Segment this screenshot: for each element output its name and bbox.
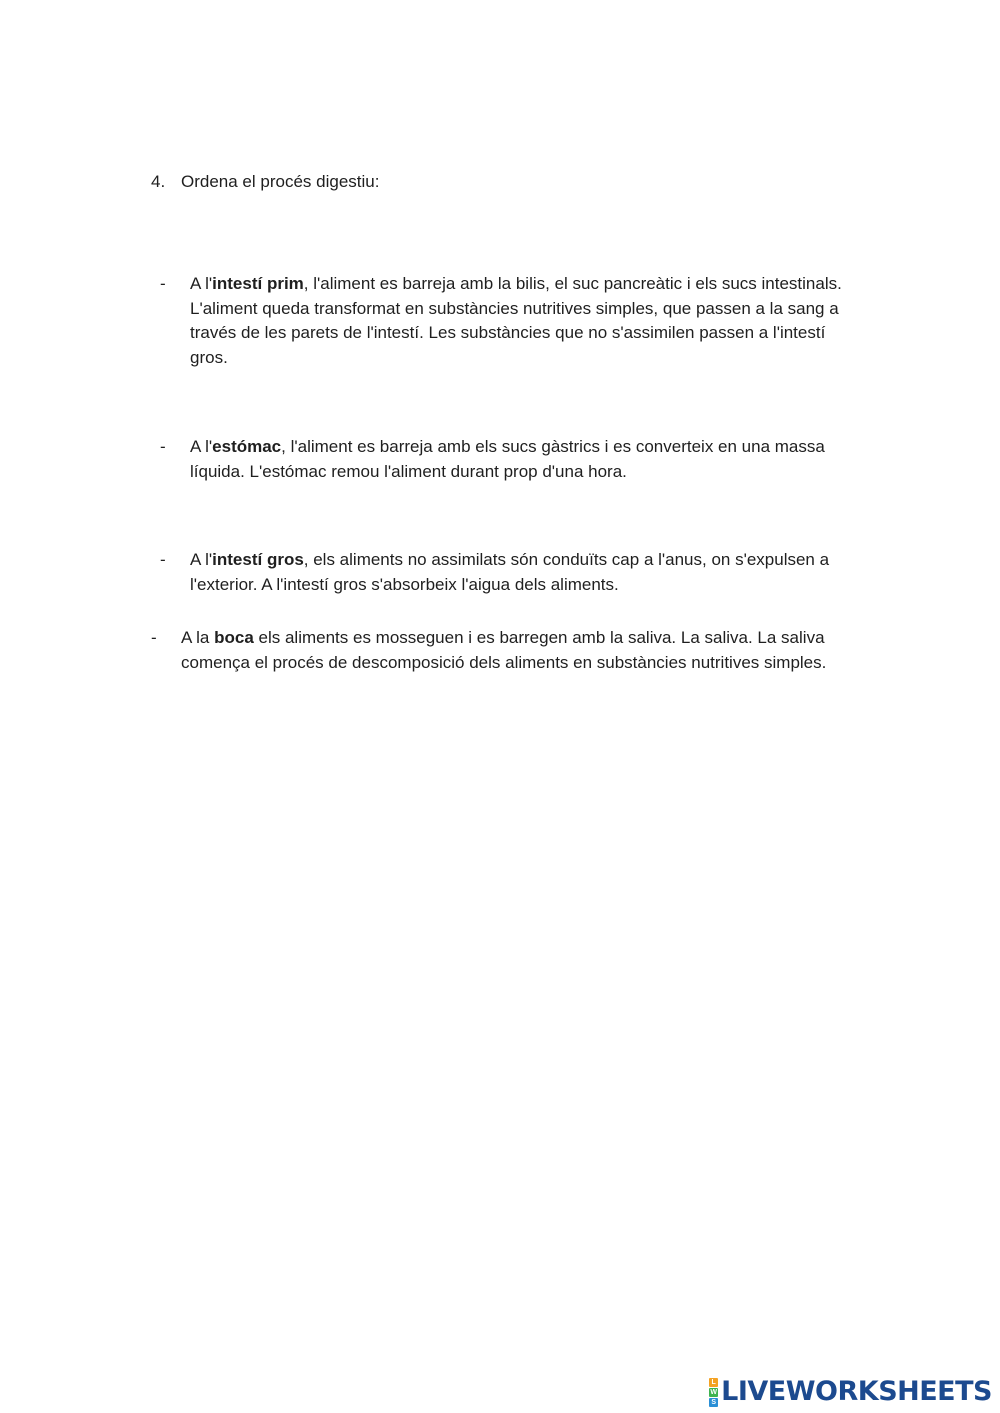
list-item [151, 626, 881, 675]
list-bullet: - [160, 550, 166, 569]
list-item-text: A l'intestí prim, l'aliment es barreja amb la bilis, el suc pancreàtic i els sucs intestinals. L'aliment queda transformat en substàncies nutritives simples, que passen a la sang a través de les parets de l'intestí. Les substàncies que no s'assimilen passen a l'intestí gros. [190, 274, 842, 367]
organ-name: estómac [212, 437, 282, 456]
list-item [160, 435, 860, 484]
list-item [160, 272, 860, 370]
organ-name: boca [214, 628, 254, 647]
logo-square-w: W [710, 1388, 717, 1396]
list-bullet: - [151, 628, 157, 647]
list-bullet: - [160, 437, 166, 456]
list-bullet: - [160, 274, 166, 293]
logo-square-l: L [709, 1378, 718, 1387]
question-heading [151, 170, 379, 195]
list-item [160, 548, 880, 597]
question-number: 4. [151, 172, 166, 191]
question-text: Ordena el procés digestiu: [181, 172, 380, 191]
logo-text: LIVEWORKSHEETS [721, 1376, 992, 1407]
liveworksheets-logo [709, 1377, 992, 1407]
logo-square-s: S [709, 1398, 718, 1407]
liveworksheets-logo-icon [709, 1378, 718, 1407]
organ-name: intestí gros [212, 550, 304, 569]
list-item-text: A l'intestí gros, els aliments no assimilats són conduïts cap a l'anus, on s'expulsen a l'exterior. A l'intestí gros s'absorbeix l'aigua dels aliments. [190, 550, 830, 594]
organ-name: intestí prim [212, 274, 304, 293]
list-item-text: A l'estómac, l'aliment es barreja amb els sucs gàstrics i es converteix en una massa líquida. L'estómac remou l'aliment durant prop d'una hora. [190, 437, 825, 481]
list-item-text: A la boca els aliments es mosseguen i es barregen amb la saliva. La saliva. La saliva comença el procés de descomposició dels aliments en substàncies nutritives simples. [181, 628, 827, 672]
